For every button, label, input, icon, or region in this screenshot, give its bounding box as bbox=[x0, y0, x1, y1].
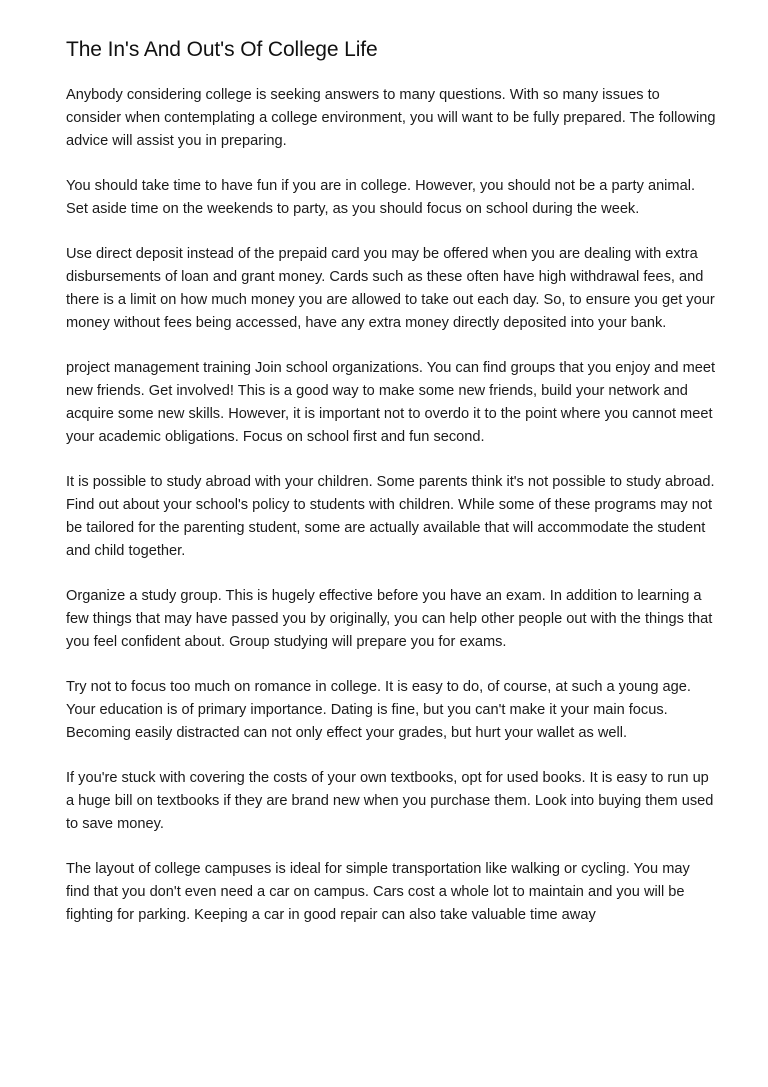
paragraph-study-group: Organize a study group. This is hugely effective before you have an exam. In addition to learning a few things that may have passed you by originally, you can help other people out with the things that you feel confident about. Group studying will prepare you for exams. bbox=[66, 588, 713, 650]
paragraph-study-abroad: It is possible to study abroad with your children. Some parents think it's not possible to study abroad. Find out about your school's policy to students with children. While some of these programs may not be tailored for the parenting student, some are actually available that will accommodate the student and child together. bbox=[66, 474, 715, 559]
paragraph-romance: Try not to focus too much on romance in college. It is easy to do, of course, at such a young age. Your education is of primary importance. Dating is fine, but you can't make it your main focus. Becoming easily distracted can not only effect your grades, but hurt your wallet as well. bbox=[66, 679, 691, 741]
paragraph-intro: Anybody considering college is seeking answers to many questions. With so many issues to consider when contemplating a college environment, you will want to be fully prepared. The following advice will assist you in preparing. bbox=[66, 87, 716, 149]
paragraph-direct-deposit: Use direct deposit instead of the prepaid card you may be offered when you are dealing with extra disbursements of loan and grant money. Cards such as these often have high withdrawal fees, and there is a limit on how much money you are allowed to take out each day. So, to ensure you get your money without fees being accessed, have any extra money directly deposited into your bank. bbox=[66, 246, 715, 331]
document-page bbox=[66, 36, 716, 927]
paragraph-organizations: project management training Join school organizations. You can find groups that you enjoy and meet new friends. Get involved! This is a good way to make some new friends, build your network and acquire some new skills. However, it is important not to overdo it to the point where you cannot meet your academic obligations. Focus on school first and fun second. bbox=[66, 360, 716, 445]
paragraph-have-fun: You should take time to have fun if you are in college. However, you should not be a party animal. Set aside time on the weekends to party, as you should focus on school during the week. bbox=[66, 178, 695, 217]
paragraph-campus-transport: The layout of college campuses is ideal for simple transportation like walking or cycling. You may find that you don't even need a car on campus. Cars cost a whole lot to maintain and you will be fighting for parking. Keeping a car in good repair can also take valuable time away bbox=[66, 861, 690, 923]
page-title: The In's And Out's Of College Life bbox=[66, 38, 378, 61]
paragraph-textbooks: If you're stuck with covering the costs of your own textbooks, opt for used books. It is easy to run up a huge bill on textbooks if they are brand new when you purchase them. Look into buying them used to save money. bbox=[66, 770, 714, 832]
